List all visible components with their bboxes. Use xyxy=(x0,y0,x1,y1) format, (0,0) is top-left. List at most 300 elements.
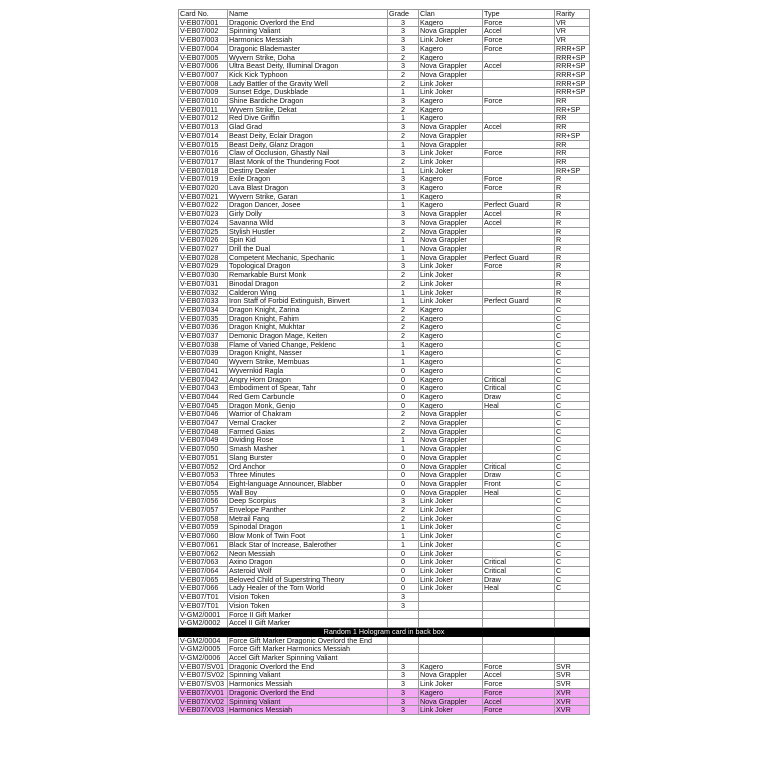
cell-grade: 0 xyxy=(388,575,419,584)
cell-rarity: R xyxy=(555,192,590,201)
cell-grade: 2 xyxy=(388,305,419,314)
table-row xyxy=(179,201,590,210)
cell-clan: Link Joker xyxy=(419,540,483,549)
cell-grade: 1 xyxy=(388,340,419,349)
cell-type: Force xyxy=(483,44,555,53)
cell-clan: Kagero xyxy=(419,192,483,201)
cell-grade: 2 xyxy=(388,157,419,166)
cell-type: Perfect Guard xyxy=(483,297,555,306)
cell-clan: Link Joker xyxy=(419,297,483,306)
cell-grade: 2 xyxy=(388,105,419,114)
cell-clan: Link Joker xyxy=(419,549,483,558)
cell-type: Critical xyxy=(483,462,555,471)
cell-name: Deep Scorpius xyxy=(228,497,388,506)
cell-grade: 1 xyxy=(388,140,419,149)
cell-rarity: RRR+SP xyxy=(555,70,590,79)
cell-card-no: V-EB07/026 xyxy=(179,236,228,245)
cell-rarity: C xyxy=(555,349,590,358)
cell-grade: 0 xyxy=(388,479,419,488)
table-row xyxy=(179,79,590,88)
cell-rarity: C xyxy=(555,453,590,462)
cell-grade: 2 xyxy=(388,410,419,419)
cell-name: Glad Grad xyxy=(228,123,388,132)
table-row xyxy=(179,175,590,184)
cell-name: Embodiment of Spear, Tahr xyxy=(228,384,388,393)
cell-type xyxy=(483,157,555,166)
cell-name: Warrior of Chakram xyxy=(228,410,388,419)
cell-type xyxy=(483,654,555,663)
table-row xyxy=(179,479,590,488)
table-row xyxy=(179,123,590,132)
cell-type xyxy=(483,340,555,349)
cell-clan: Nova Grappler xyxy=(419,462,483,471)
cell-name: Dragon Dancer, Josee xyxy=(228,201,388,210)
table-row xyxy=(179,645,590,654)
cell-card-no: V-EB07/T01 xyxy=(179,593,228,602)
table-row xyxy=(179,619,590,628)
cell-clan: Nova Grappler xyxy=(419,27,483,36)
cell-name: Wyvern Strike, Dekat xyxy=(228,105,388,114)
cell-type xyxy=(483,227,555,236)
table-row xyxy=(179,549,590,558)
table-row xyxy=(179,488,590,497)
cell-rarity: C xyxy=(555,523,590,532)
table-row xyxy=(179,166,590,175)
cell-clan: Kagero xyxy=(419,392,483,401)
cell-card-no: V-EB07/002 xyxy=(179,27,228,36)
cell-grade: 1 xyxy=(388,201,419,210)
cell-card-no: V-GM2/0005 xyxy=(179,645,228,654)
cell-rarity: C xyxy=(555,549,590,558)
cell-name: Slang Burster xyxy=(228,453,388,462)
cell-type xyxy=(483,419,555,428)
cell-name: Claw of Occlusion, Ghastly Nail xyxy=(228,149,388,158)
cell-clan: Nova Grappler xyxy=(419,70,483,79)
cell-type xyxy=(483,305,555,314)
cell-rarity: RR xyxy=(555,114,590,123)
cell-grade: 1 xyxy=(388,192,419,201)
cell-grade: 1 xyxy=(388,114,419,123)
cell-card-no: V-EB07/056 xyxy=(179,497,228,506)
cell-clan: Link Joker xyxy=(419,149,483,158)
cell-rarity: C xyxy=(555,532,590,541)
cell-name: Red Dive Griffin xyxy=(228,114,388,123)
table-row xyxy=(179,671,590,680)
cell-type xyxy=(483,236,555,245)
cell-type: Force xyxy=(483,262,555,271)
cell-rarity: RR+SP xyxy=(555,131,590,140)
cell-grade: 3 xyxy=(388,210,419,219)
cell-card-no: V-EB07/041 xyxy=(179,366,228,375)
cell-name: Harmonics Messiah xyxy=(228,36,388,45)
cell-name: Red Gem Carbuncle xyxy=(228,392,388,401)
table-row xyxy=(179,305,590,314)
cell-type xyxy=(483,323,555,332)
cell-grade: 0 xyxy=(388,549,419,558)
cell-name: Farmed Gaias xyxy=(228,427,388,436)
cell-type xyxy=(483,523,555,532)
cell-grade: 3 xyxy=(388,62,419,71)
cell-card-no: V-EB07/009 xyxy=(179,88,228,97)
cell-name: Harmonics Messiah xyxy=(228,680,388,689)
cell-grade: 3 xyxy=(388,697,419,706)
cell-clan: Kagero xyxy=(419,18,483,27)
cell-card-no: V-EB07/030 xyxy=(179,271,228,280)
cell-name: Black Star of Increase, Balerother xyxy=(228,540,388,549)
cell-card-no: V-EB07/053 xyxy=(179,471,228,480)
cell-clan: Link Joker xyxy=(419,514,483,523)
cell-grade: 0 xyxy=(388,401,419,410)
cell-clan: Nova Grappler xyxy=(419,471,483,480)
cell-clan: Link Joker xyxy=(419,680,483,689)
table-row xyxy=(179,688,590,697)
cell-card-no: V-EB07/059 xyxy=(179,523,228,532)
cell-type xyxy=(483,366,555,375)
table-row xyxy=(179,262,590,271)
table-row xyxy=(179,575,590,584)
cell-type xyxy=(483,445,555,454)
cell-name: Dragon Monk, Genjo xyxy=(228,401,388,410)
cell-name: Ultra Beast Deity, Illuminal Dragon xyxy=(228,62,388,71)
cell-clan: Nova Grappler xyxy=(419,410,483,419)
table-row xyxy=(179,70,590,79)
cell-card-no: V-EB07/SV01 xyxy=(179,662,228,671)
table-row xyxy=(179,340,590,349)
cell-clan: Link Joker xyxy=(419,279,483,288)
cell-type xyxy=(483,70,555,79)
cell-type xyxy=(483,619,555,628)
cell-name: Harmonics Messiah xyxy=(228,706,388,715)
cell-rarity: XVR xyxy=(555,706,590,715)
cell-name: Exile Dragon xyxy=(228,175,388,184)
cell-card-no: V-EB07/045 xyxy=(179,401,228,410)
cell-grade: 3 xyxy=(388,44,419,53)
cell-clan: Link Joker xyxy=(419,271,483,280)
cell-name: Iron Staff of Forbid Extinguish, Binvert xyxy=(228,297,388,306)
cell-card-no: V-EB07/XV01 xyxy=(179,688,228,697)
cell-type xyxy=(483,332,555,341)
cell-rarity: C xyxy=(555,384,590,393)
table-row xyxy=(179,366,590,375)
cell-rarity: C xyxy=(555,445,590,454)
table-row xyxy=(179,610,590,619)
cell-grade: 2 xyxy=(388,314,419,323)
cell-name: Spinodal Dragon xyxy=(228,523,388,532)
cell-clan: Nova Grappler xyxy=(419,253,483,262)
cell-card-no: V-EB07/051 xyxy=(179,453,228,462)
cell-grade: 0 xyxy=(388,392,419,401)
cell-name: Drill the Dual xyxy=(228,244,388,253)
cell-grade: 0 xyxy=(388,453,419,462)
cell-clan: Nova Grappler xyxy=(419,62,483,71)
table-row xyxy=(179,114,590,123)
cell-clan: Kagero xyxy=(419,323,483,332)
table-row xyxy=(179,358,590,367)
cell-rarity: C xyxy=(555,506,590,515)
cell-name: Force II Gift Marker xyxy=(228,610,388,619)
cell-clan: Link Joker xyxy=(419,88,483,97)
cell-card-no: V-EB07/052 xyxy=(179,462,228,471)
cell-rarity: R xyxy=(555,279,590,288)
header-row xyxy=(179,10,590,19)
cell-card-no: V-EB07/017 xyxy=(179,157,228,166)
cell-card-no: V-EB07/035 xyxy=(179,314,228,323)
cell-type xyxy=(483,349,555,358)
cell-clan: Nova Grappler xyxy=(419,697,483,706)
cell-rarity: VR xyxy=(555,36,590,45)
cell-name: Spin Kid xyxy=(228,236,388,245)
cell-clan: Link Joker xyxy=(419,523,483,532)
cell-type: Force xyxy=(483,149,555,158)
cell-type: Accel xyxy=(483,671,555,680)
cell-rarity: C xyxy=(555,410,590,419)
table-row xyxy=(179,53,590,62)
cell-type: Accel xyxy=(483,27,555,36)
cell-clan xyxy=(419,619,483,628)
cell-type xyxy=(483,610,555,619)
cell-type xyxy=(483,453,555,462)
cell-type: Accel xyxy=(483,210,555,219)
cell-rarity: C xyxy=(555,305,590,314)
table-row xyxy=(179,236,590,245)
cell-rarity: R xyxy=(555,288,590,297)
cell-name: Lady Healer of the Torn World xyxy=(228,584,388,593)
cell-name: Destiny Dealer xyxy=(228,166,388,175)
cell-rarity: C xyxy=(555,314,590,323)
cell-type xyxy=(483,114,555,123)
table-row xyxy=(179,44,590,53)
cell-type: Draw xyxy=(483,471,555,480)
cell-rarity: SVR xyxy=(555,662,590,671)
cell-rarity: RRR+SP xyxy=(555,44,590,53)
cell-type: Force xyxy=(483,680,555,689)
cell-name: Spinning Valiant xyxy=(228,27,388,36)
cell-name: Stylish Hustler xyxy=(228,227,388,236)
cell-clan: Kagero xyxy=(419,366,483,375)
cell-name: Spinning Valiant xyxy=(228,697,388,706)
cell-grade: 3 xyxy=(388,184,419,193)
cell-clan: Kagero xyxy=(419,97,483,106)
cell-name: Vision Token xyxy=(228,601,388,610)
cell-clan: Kagero xyxy=(419,314,483,323)
cell-type: Accel xyxy=(483,123,555,132)
cell-card-no: V-EB07/011 xyxy=(179,105,228,114)
card-list-table xyxy=(178,9,590,715)
cell-grade xyxy=(388,645,419,654)
cell-name: Demonic Dragon Mage, Keiten xyxy=(228,332,388,341)
cell-card-no: V-EB07/064 xyxy=(179,567,228,576)
table-row xyxy=(179,593,590,602)
cell-type: Draw xyxy=(483,575,555,584)
cell-clan: Link Joker xyxy=(419,506,483,515)
cell-name: Competent Mechanic, Spechanic xyxy=(228,253,388,262)
cell-card-no: V-EB07/023 xyxy=(179,210,228,219)
table-row xyxy=(179,375,590,384)
cell-type xyxy=(483,645,555,654)
cell-type: Draw xyxy=(483,392,555,401)
cell-card-no: V-EB07/048 xyxy=(179,427,228,436)
cell-rarity: RR xyxy=(555,97,590,106)
cell-clan: Nova Grappler xyxy=(419,123,483,132)
cell-grade: 3 xyxy=(388,36,419,45)
cell-grade: 3 xyxy=(388,262,419,271)
cell-clan: Link Joker xyxy=(419,706,483,715)
cell-clan: Link Joker xyxy=(419,157,483,166)
cell-card-no: V-EB07/007 xyxy=(179,70,228,79)
cell-clan: Kagero xyxy=(419,114,483,123)
cell-grade: 0 xyxy=(388,375,419,384)
cell-grade: 3 xyxy=(388,601,419,610)
cell-clan: Kagero xyxy=(419,358,483,367)
cell-rarity: R xyxy=(555,236,590,245)
cell-name: Dragon Knight, Mukhtar xyxy=(228,323,388,332)
cell-name: Calderon Wing xyxy=(228,288,388,297)
cell-card-no: V-EB07/003 xyxy=(179,36,228,45)
cell-clan: Kagero xyxy=(419,175,483,184)
cell-card-no: V-EB07/025 xyxy=(179,227,228,236)
cell-grade: 2 xyxy=(388,514,419,523)
cell-grade: 1 xyxy=(388,532,419,541)
cell-grade: 1 xyxy=(388,244,419,253)
table-row xyxy=(179,314,590,323)
cell-card-no: V-GM2/0001 xyxy=(179,610,228,619)
cell-type xyxy=(483,88,555,97)
table-row xyxy=(179,558,590,567)
cell-name: Beast Deity, Glanz Dragon xyxy=(228,140,388,149)
cell-clan: Kagero xyxy=(419,44,483,53)
cell-grade: 1 xyxy=(388,358,419,367)
cell-type: Force xyxy=(483,36,555,45)
table-row xyxy=(179,184,590,193)
cell-name: Accel II Gift Marker xyxy=(228,619,388,628)
cell-type xyxy=(483,105,555,114)
cell-rarity: SVR xyxy=(555,680,590,689)
cell-clan xyxy=(419,654,483,663)
cell-clan: Link Joker xyxy=(419,288,483,297)
cell-rarity: C xyxy=(555,401,590,410)
table-row xyxy=(179,636,590,645)
table-row xyxy=(179,157,590,166)
cell-clan: Nova Grappler xyxy=(419,244,483,253)
header-card-no: Card No. xyxy=(179,10,228,19)
cell-type: Critical xyxy=(483,384,555,393)
cell-clan: Kagero xyxy=(419,332,483,341)
table-row xyxy=(179,88,590,97)
cell-grade: 1 xyxy=(388,88,419,97)
table-row xyxy=(179,218,590,227)
cell-name: Kick Kick Typhoon xyxy=(228,70,388,79)
bonus-rows xyxy=(179,636,590,688)
cell-grade: 3 xyxy=(388,671,419,680)
cell-rarity: RR+SP xyxy=(555,105,590,114)
xvr-rows xyxy=(179,688,590,714)
cell-rarity: XVR xyxy=(555,697,590,706)
table-row xyxy=(179,62,590,71)
table-row xyxy=(179,244,590,253)
header-name: Name xyxy=(228,10,388,19)
cell-rarity: R xyxy=(555,201,590,210)
cell-grade: 1 xyxy=(388,288,419,297)
cell-name: Wyvernkid Ragla xyxy=(228,366,388,375)
cell-type xyxy=(483,279,555,288)
cell-type xyxy=(483,53,555,62)
cell-rarity: R xyxy=(555,253,590,262)
cell-grade: 2 xyxy=(388,271,419,280)
cell-card-no: V-EB07/066 xyxy=(179,584,228,593)
cell-grade: 2 xyxy=(388,506,419,515)
cell-grade: 2 xyxy=(388,323,419,332)
cell-card-no: V-EB07/060 xyxy=(179,532,228,541)
cell-type xyxy=(483,410,555,419)
cell-rarity: R xyxy=(555,184,590,193)
cell-card-no: V-EB07/057 xyxy=(179,506,228,515)
cell-type xyxy=(483,636,555,645)
cell-card-no: V-EB07/044 xyxy=(179,392,228,401)
cell-clan: Nova Grappler xyxy=(419,140,483,149)
cell-name: Savanna Wild xyxy=(228,218,388,227)
cell-type: Force xyxy=(483,184,555,193)
cell-grade: 0 xyxy=(388,366,419,375)
cell-grade: 0 xyxy=(388,488,419,497)
cell-grade: 0 xyxy=(388,558,419,567)
cell-type xyxy=(483,288,555,297)
cell-clan: Nova Grappler xyxy=(419,419,483,428)
cell-card-no: V-EB07/SV03 xyxy=(179,680,228,689)
cell-rarity: RR+SP xyxy=(555,166,590,175)
cell-rarity: RRR+SP xyxy=(555,79,590,88)
cell-grade: 2 xyxy=(388,53,419,62)
table-row xyxy=(179,140,590,149)
cell-card-no: V-EB07/031 xyxy=(179,279,228,288)
cell-card-no: V-GM2/0004 xyxy=(179,636,228,645)
cell-type xyxy=(483,140,555,149)
cell-rarity: RRR+SP xyxy=(555,88,590,97)
table-row xyxy=(179,105,590,114)
cell-name: Dividing Rose xyxy=(228,436,388,445)
table-row xyxy=(179,149,590,158)
cell-grade: 3 xyxy=(388,218,419,227)
cell-clan: Link Joker xyxy=(419,584,483,593)
cell-card-no: V-EB07/065 xyxy=(179,575,228,584)
cell-clan: Nova Grappler xyxy=(419,218,483,227)
cell-type xyxy=(483,497,555,506)
cell-rarity: R xyxy=(555,210,590,219)
cell-rarity: R xyxy=(555,227,590,236)
cell-type: Accel xyxy=(483,62,555,71)
cell-card-no: V-EB07/047 xyxy=(179,419,228,428)
cell-name: Blast Monk of the Thundering Foot xyxy=(228,157,388,166)
cell-card-no: V-EB07/058 xyxy=(179,514,228,523)
cell-clan: Kagero xyxy=(419,401,483,410)
cell-type: Accel xyxy=(483,218,555,227)
cell-type xyxy=(483,549,555,558)
cell-rarity xyxy=(555,610,590,619)
cell-type xyxy=(483,436,555,445)
cell-card-no: V-EB07/062 xyxy=(179,549,228,558)
table-row xyxy=(179,601,590,610)
cell-name: Dragon Knight, Nasser xyxy=(228,349,388,358)
cell-grade: 2 xyxy=(388,70,419,79)
cell-card-no: V-EB07/036 xyxy=(179,323,228,332)
cell-rarity: VR xyxy=(555,18,590,27)
cell-card-no: V-EB07/015 xyxy=(179,140,228,149)
cell-card-no: V-EB07/027 xyxy=(179,244,228,253)
cell-type xyxy=(483,271,555,280)
cell-clan: Link Joker xyxy=(419,497,483,506)
cell-rarity: C xyxy=(555,497,590,506)
cell-type: Critical xyxy=(483,567,555,576)
cell-name: Dragonic Blademaster xyxy=(228,44,388,53)
